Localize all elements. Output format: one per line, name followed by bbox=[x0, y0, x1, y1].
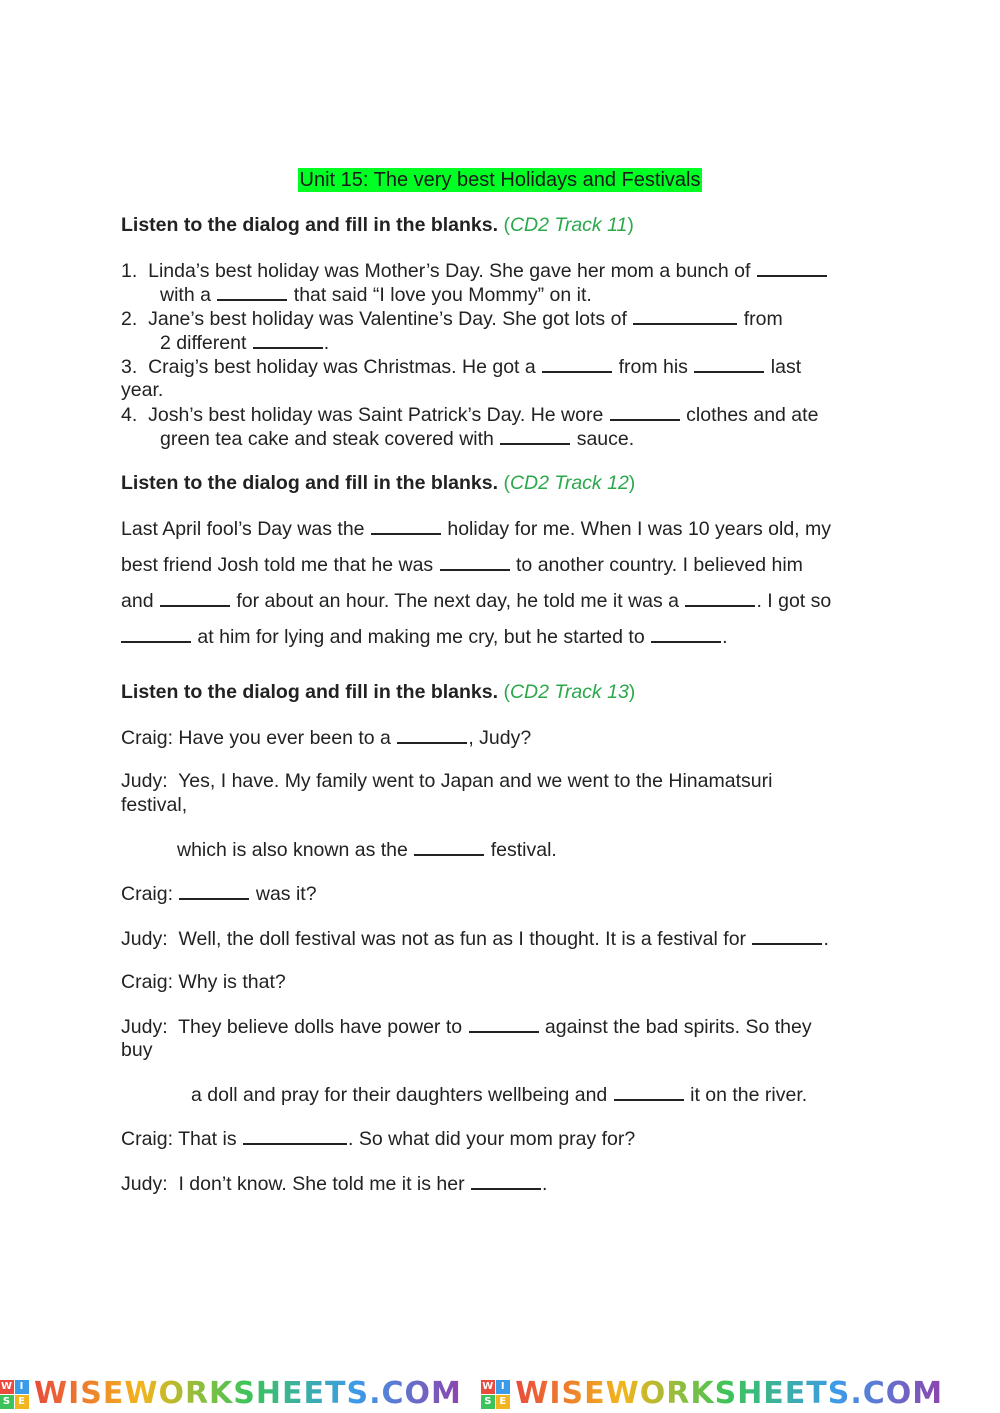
blank[interactable] bbox=[440, 552, 510, 571]
paragraph-line: and for about an hour. The next day, he told me it was a . I got so bbox=[121, 590, 832, 612]
paragraph-line: best friend Josh told me that he was to another country. I believed him bbox=[121, 554, 803, 576]
q1-line: 1. Linda’s best holiday was Mother’s Day. She gave her mom a bunch of bbox=[121, 258, 828, 283]
section-3-heading bbox=[121, 680, 635, 704]
title-row bbox=[0, 167, 1000, 193]
q1-line-2: with a that said “I love you Mommy” on it. bbox=[160, 284, 592, 306]
page-title: Unit 15: The very best Holidays and Festivals bbox=[299, 169, 701, 191]
blank[interactable] bbox=[752, 926, 822, 945]
wise-logo-icon: W I S E bbox=[0, 1380, 30, 1410]
section-instruction: Listen to the dialog and fill in the blanks. bbox=[121, 681, 499, 703]
wise-logo-icon: W I S E bbox=[481, 1380, 511, 1410]
blank[interactable] bbox=[121, 624, 191, 643]
blank[interactable] bbox=[469, 1014, 539, 1033]
blank[interactable] bbox=[179, 881, 249, 900]
blank[interactable] bbox=[243, 1126, 347, 1145]
section-1-heading bbox=[121, 213, 634, 237]
blank[interactable] bbox=[253, 330, 323, 349]
track-label: (CD2 Track 13) bbox=[503, 681, 636, 703]
dialog-line: buy bbox=[121, 1039, 153, 1061]
blank[interactable] bbox=[414, 837, 484, 856]
blank[interactable] bbox=[542, 354, 612, 373]
blank[interactable] bbox=[633, 306, 737, 325]
section-instruction: Listen to the dialog and fill in the blanks. bbox=[121, 472, 499, 494]
q3-line-2: year. bbox=[121, 379, 164, 401]
paragraph-line: Last April fool’s Day was the holiday for me. When I was 10 years old, my bbox=[121, 518, 832, 540]
dialog-line: Judy: They believe dolls have power to against the bad spirits. So they bbox=[121, 1016, 812, 1038]
q4-line-2: green tea cake and steak covered with sauce. bbox=[160, 428, 635, 450]
blank[interactable] bbox=[694, 354, 764, 373]
dialog-line: Craig: was it? bbox=[121, 883, 317, 905]
blank[interactable] bbox=[500, 426, 570, 445]
section-2-heading bbox=[121, 471, 635, 495]
q4-line: 4. Josh’s best holiday was Saint Patrick’s Day. He wore clothes and ate bbox=[121, 404, 819, 426]
q3-line: 3. Craig’s best holiday was Christmas. He got a from his last bbox=[121, 356, 802, 378]
footer-watermark bbox=[0, 1375, 1000, 1413]
blank[interactable] bbox=[397, 725, 467, 744]
dialog-line: a doll and pray for their daughters wellbeing and it on the river. bbox=[191, 1084, 808, 1106]
dialog-line: festival, bbox=[121, 794, 188, 816]
track-label: (CD2 Track 11) bbox=[503, 214, 634, 236]
dialog-line: Judy: Yes, I have. My family went to Japan and we went to the Hinamatsuri bbox=[121, 770, 773, 792]
dialog-line: Craig: Why is that? bbox=[121, 971, 286, 993]
footer-text: WISEWORKSHEETS.COM bbox=[515, 1376, 944, 1411]
dialog-line: Craig: Have you ever been to a , Judy? bbox=[121, 727, 532, 749]
blank[interactable] bbox=[685, 588, 755, 607]
paragraph-line: at him for lying and making me cry, but he started to . bbox=[121, 624, 728, 649]
blank[interactable] bbox=[160, 588, 230, 607]
dialog-line: Craig: That is . So what did your mom pray for? bbox=[121, 1128, 636, 1150]
q2-line-2: 2 different . bbox=[160, 332, 330, 354]
blank[interactable] bbox=[757, 258, 827, 277]
footer-text: WISEWORKSHEETS.COM bbox=[34, 1376, 462, 1411]
dialog-line: Judy: I don’t know. She told me it is her . bbox=[121, 1173, 548, 1195]
q2-line: 2. Jane’s best holiday was Valentine’s Day. She got lots of from bbox=[121, 308, 783, 330]
blank[interactable] bbox=[651, 624, 721, 643]
blank[interactable] bbox=[371, 516, 441, 535]
blank[interactable] bbox=[471, 1171, 541, 1190]
blank[interactable] bbox=[217, 282, 287, 301]
blank[interactable] bbox=[610, 402, 680, 421]
dialog-line: Judy: Well, the doll festival was not as fun as I thought. It is a festival for . bbox=[121, 928, 829, 950]
dialog-line: which is also known as the festival. bbox=[177, 839, 557, 861]
section-instruction: Listen to the dialog and fill in the blanks. bbox=[121, 214, 499, 236]
blank[interactable] bbox=[614, 1082, 684, 1101]
track-label: (CD2 Track 12) bbox=[503, 472, 636, 494]
